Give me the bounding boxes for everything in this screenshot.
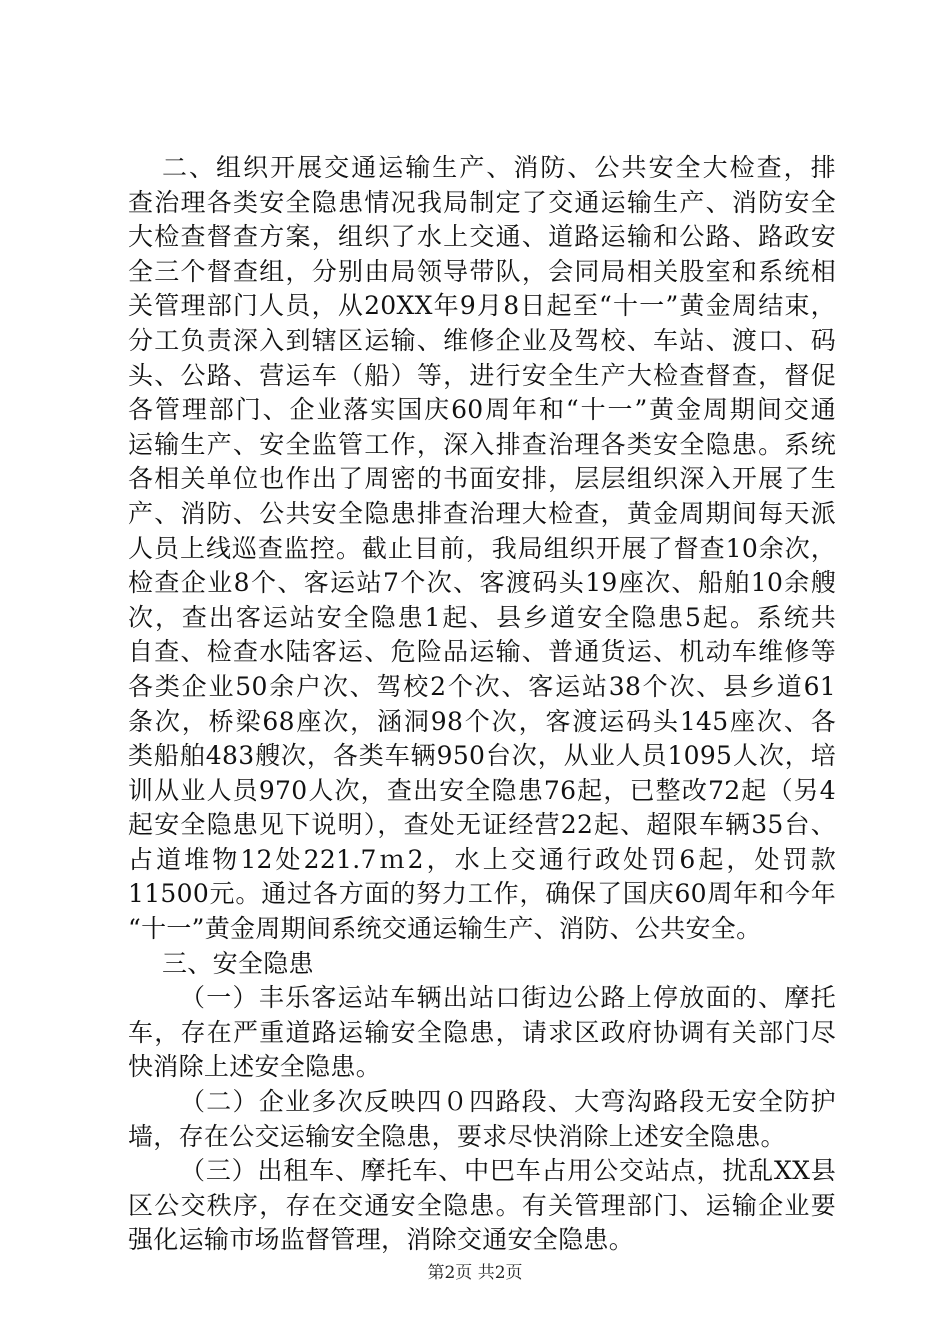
section-2-paragraph bbox=[128, 151, 836, 947]
text-line: 训从业人员970人次，查出安全隐患76起，已整改72起（另4 bbox=[128, 775, 836, 805]
text-line: （三）出租车、摩托车、中巴车占用公交站点，扰乱XX县 bbox=[180, 1156, 836, 1186]
text-line: 次，查出客运站安全隐患1起、县乡道安全隐患5起。系统共 bbox=[128, 602, 836, 632]
text-line: 区公交秩序，存在交通安全隐患。有关管理部门、运输企业要 bbox=[128, 1190, 836, 1220]
text-line: 关管理部门人员，从20XX年9月8日起至“十一”黄金周结束， bbox=[128, 291, 836, 321]
text-line: 墙，存在公交运输安全隐患，要求尽快消除上述安全隐患。 bbox=[128, 1121, 786, 1151]
text-line: 各类企业50余户次、驾校2个次、客运站38个次、县乡道61 bbox=[128, 671, 836, 701]
text-line: 强化运输市场监督管理，消除交通安全隐患。 bbox=[128, 1225, 635, 1255]
text-line: 条次，桥梁68座次，涵洞98个次，客渡运码头145座次、各 bbox=[128, 706, 836, 736]
text-line: 产、消防、公共安全隐患排查治理大检查，黄金周期间每天派 bbox=[128, 498, 836, 528]
text-line: （一）丰乐客运站车辆出站口街边公路上停放面的、摩托 bbox=[180, 983, 836, 1013]
section-3-heading: 三、安全隐患 bbox=[162, 948, 314, 978]
hazard-item-2 bbox=[128, 1085, 836, 1154]
text-line: 全三个督查组，分别由局领导带队，会同局相关股室和系统相 bbox=[128, 256, 836, 286]
text-line: 查治理各类安全隐患情况我局制定了交通运输生产、消防安全 bbox=[128, 187, 836, 217]
text-line: 运输生产、安全监管工作，深入排查治理各类安全隐患。系统 bbox=[128, 429, 836, 459]
text-line: 快消除上述安全隐患。 bbox=[128, 1052, 382, 1082]
text-line: 11500元。通过各方面的努力工作，确保了国庆60周年和今年 bbox=[128, 879, 836, 909]
text-line: 分工负责深入到辖区运输、维修企业及驾校、车站、渡口、码 bbox=[128, 325, 836, 355]
text-line: 二、组织开展交通运输生产、消防、公共安全大检查，排 bbox=[162, 153, 836, 182]
text-line: “十一”黄金周期间系统交通运输生产、消防、公共安全。 bbox=[128, 914, 762, 944]
text-line: 各相关单位也作出了周密的书面安排，层层组织深入开展了生 bbox=[128, 464, 836, 494]
text-line: 头、公路、营运车（船）等，进行安全生产大检查督查，督促 bbox=[128, 360, 836, 390]
text-line: （二）企业多次反映四０四路段、大弯沟路段无安全防护 bbox=[180, 1087, 836, 1117]
hazard-item-1 bbox=[128, 981, 836, 1085]
text-line: 各管理部门、企业落实国庆60周年和“十一”黄金周期间交通 bbox=[128, 395, 836, 425]
hazard-item-3 bbox=[128, 1154, 836, 1258]
text-line: 类船舶483艘次，各类车辆950台次，从业人员1095人次，培 bbox=[128, 741, 836, 771]
text-line: 起安全隐患见下说明），查处无证经营22起、超限车辆35台、 bbox=[128, 810, 836, 840]
text-line: 自查、检查水陆客运、危险品运输、普通货运、机动车维修等 bbox=[128, 637, 836, 667]
text-line: 大检查督查方案，组织了水上交通、道路运输和公路、路政安 bbox=[128, 222, 836, 252]
text-line: 人员上线巡查监控。截止目前，我局组织开展了督查10余次， bbox=[128, 533, 836, 563]
text-line: 车，存在严重道路运输安全隐患，请求区政府协调有关部门尽 bbox=[128, 1017, 836, 1047]
document-body bbox=[128, 151, 836, 1258]
text-line: 检查企业8个、客运站7个次、客渡码头19座次、船舶10余艘 bbox=[128, 568, 836, 598]
page-number-footer: 第2页 共2页 bbox=[427, 1263, 523, 1283]
text-line: 占道堆物12处221.7ｍ2，水上交通行政处罚6起，处罚款 bbox=[128, 844, 836, 874]
